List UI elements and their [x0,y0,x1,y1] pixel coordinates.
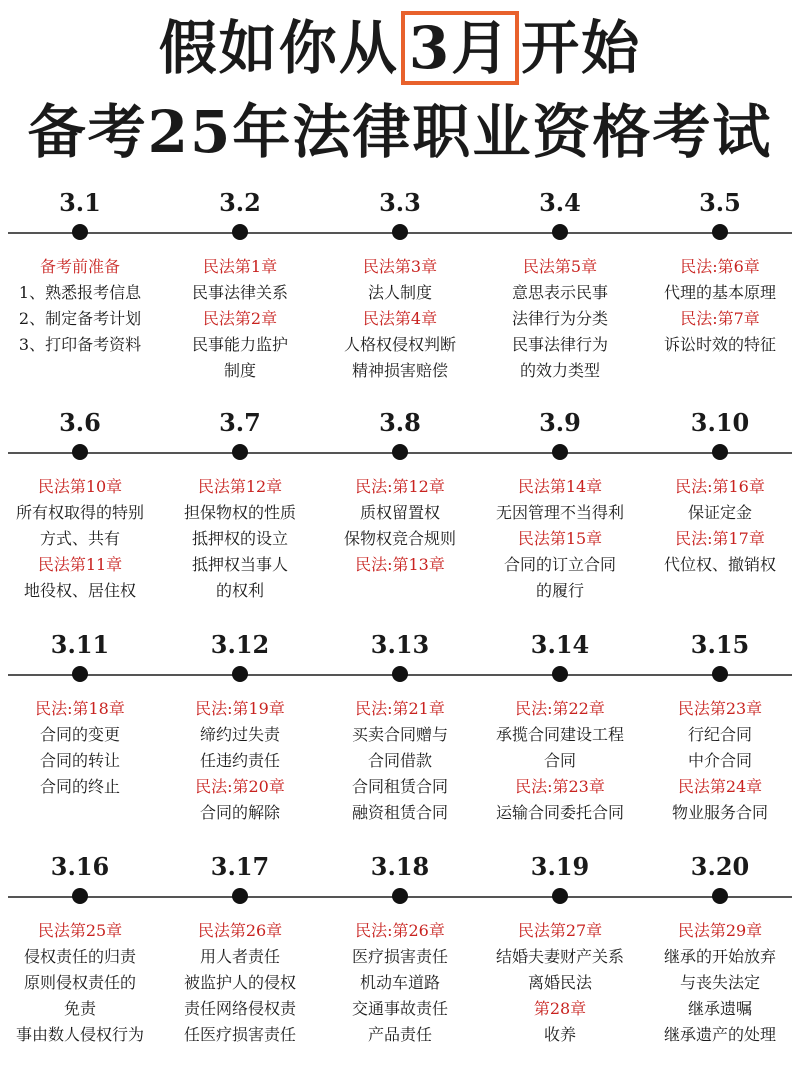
topic-text: 1、熟悉报考信息 [18,283,142,302]
topic-text: 担保物权的性质 [183,503,296,522]
day-topics [0,696,160,800]
chapter-heading: 民法第29章 [677,921,763,940]
topic-text: 中介合同 [687,751,752,770]
topic-text: 的权利 [215,581,264,600]
topic-text: 人格权侵权判断 [343,335,456,354]
topic-text: 承揽合同建设工程 [495,725,624,744]
topic-text: 产品责任 [367,1025,432,1044]
timeline-dot [552,666,568,682]
topic-text: 所有权取得的特别 [15,503,144,522]
day-topics [160,696,320,826]
timeline-dot [392,888,408,904]
topic-text: 抵押权当事人 [191,555,288,574]
day-date: 3.18 [370,852,430,881]
chapter-heading: 备考前准备 [39,257,120,276]
chapter-heading: 民法:第6章 [680,257,760,276]
timeline-dot [72,444,88,460]
topic-text: 2、制定备考计划 [18,309,142,328]
topic-text: 缔约过失责 [199,725,280,744]
topic-text: 合同 [543,751,576,770]
topic-text: 被监护人的侵权 [183,973,296,992]
day-date: 3.7 [219,408,261,437]
chapter-heading: 民法第26章 [197,921,283,940]
topic-text: 侵权责任的归责 [23,947,136,966]
day-date: 3.20 [690,852,750,881]
chapter-heading: 民法第15章 [517,529,603,548]
day-topics [320,696,480,826]
topic-text: 合同的变更 [39,725,120,744]
topic-text: 的效力类型 [519,361,600,380]
topic-text: 代理的基本原理 [663,283,776,302]
chapter-heading: 民法:第12章 [355,477,445,496]
topic-text: 与丧失法定 [679,973,760,992]
timeline-dot [232,224,248,240]
title-suffix: 开始 [521,14,642,82]
day-date: 3.3 [379,188,421,217]
day-date: 3.17 [210,852,270,881]
day-date: 3.14 [530,630,590,659]
day-date: 3.10 [690,408,750,437]
topic-text: 保物权竞合规则 [343,529,456,548]
timeline-dot [552,224,568,240]
timeline-dot [712,224,728,240]
topic-text: 意思表示民事 [511,283,608,302]
timeline-dot [232,666,248,682]
day-topics [480,254,640,384]
topic-text: 合同的解除 [199,803,280,822]
chapter-heading: 民法:第26章 [355,921,445,940]
day-date: 3.1 [59,188,101,217]
chapter-heading: 民法第3章 [362,257,438,276]
chapter-heading: 民法:第21章 [355,699,445,718]
chapter-heading: 民法第12章 [197,477,283,496]
timeline-dot [552,888,568,904]
chapter-heading: 民法:第19章 [195,699,285,718]
chapter-heading: 民法第11章 [37,555,123,574]
chapter-heading: 第28章 [533,999,587,1018]
timeline-dot [712,444,728,460]
timeline-dot [392,444,408,460]
day-topics [0,474,160,604]
chapter-heading: 民法第24章 [677,777,763,796]
timeline-row [0,188,800,398]
topic-text: 合同租赁合同 [351,777,448,796]
day-topics [640,474,800,578]
topic-text: 机动车道路 [359,973,440,992]
day-topics [320,918,480,1048]
chapter-heading: 民法第14章 [517,477,603,496]
page-title-line1 [0,10,800,86]
timeline-dot [72,666,88,682]
timeline-dot [552,444,568,460]
day-topics [160,254,320,384]
topic-text: 离婚民法 [527,973,592,992]
topic-text: 民事法律行为 [511,335,608,354]
chapter-heading: 民法第4章 [362,309,438,328]
topic-text: 物业服务合同 [671,803,768,822]
title-prefix: 假如你从 [158,14,399,82]
topic-text: 行纪合同 [687,725,752,744]
day-date: 3.5 [699,188,741,217]
topic-text: 无因管理不当得利 [495,503,624,522]
day-date: 3.16 [50,852,110,881]
topic-text: 运输合同委托合同 [495,803,624,822]
chapter-heading: 民法:第13章 [355,555,445,574]
topic-text: 保证定金 [687,503,752,522]
chapter-heading: 民法第27章 [517,921,603,940]
topic-text: 精神损害赔偿 [351,361,448,380]
topic-text: 合同的终止 [39,777,120,796]
topic-text: 法律行为分类 [511,309,608,328]
day-date: 3.8 [379,408,421,437]
chapter-heading: 民法第10章 [37,477,123,496]
chapter-heading: 民法第23章 [677,699,763,718]
title-highlight-month: 3月 [401,11,519,85]
page-title-line2: 备考25年法律职业资格考试 [27,98,773,166]
day-topics [160,918,320,1048]
day-topics [160,474,320,604]
day-topics [480,918,640,1048]
topic-text: 质权留置权 [359,503,440,522]
topic-text: 地役权、居住权 [23,581,136,600]
topic-text: 的履行 [535,581,584,600]
timeline-row [0,630,800,840]
timeline-dot [72,224,88,240]
chapter-heading: 民法:第7章 [680,309,760,328]
topic-text: 诉讼时效的特征 [663,335,776,354]
topic-text: 事由数人侵权行为 [15,1025,144,1044]
day-date: 3.2 [219,188,261,217]
topic-text: 用人者责任 [199,947,280,966]
day-topics [320,474,480,578]
topic-text: 买卖合同赠与 [351,725,448,744]
day-topics [640,696,800,826]
day-topics [0,918,160,1048]
chapter-heading: 民法第1章 [202,257,278,276]
topic-text: 结婚夫妻财产关系 [495,947,624,966]
topic-text: 原则侵权责任的 [23,973,136,992]
day-date: 3.12 [210,630,270,659]
chapter-heading: 民法:第20章 [195,777,285,796]
day-date: 3.6 [59,408,101,437]
timeline-dot [392,224,408,240]
day-date: 3.9 [539,408,581,437]
timeline-dot [712,666,728,682]
topic-text: 合同的订立合同 [503,555,616,574]
day-topics [640,254,800,358]
timeline-row [0,408,800,618]
topic-text: 继承的开始放弃 [663,947,776,966]
topic-text: 代位权、撤销权 [663,555,776,574]
day-date: 3.11 [50,630,110,659]
topic-text: 民事法律关系 [191,283,288,302]
chapter-heading: 民法:第22章 [515,699,605,718]
topic-text: 制度 [223,361,256,380]
day-topics [480,474,640,604]
topic-text: 继承遗产的处理 [663,1025,776,1044]
chapter-heading: 民法:第17章 [675,529,765,548]
timeline-dot [392,666,408,682]
timeline-dot [232,444,248,460]
day-date: 3.19 [530,852,590,881]
day-date: 3.4 [539,188,581,217]
day-date: 3.15 [690,630,750,659]
chapter-heading: 民法第5章 [522,257,598,276]
timeline-row [0,852,800,1062]
topic-text: 收养 [543,1025,576,1044]
chapter-heading: 民法第25章 [37,921,123,940]
topic-text: 3、打印备考资料 [18,335,142,354]
topic-text: 医疗损害责任 [351,947,448,966]
topic-text: 责任网络侵权责 [183,999,296,1018]
timeline-dot [232,888,248,904]
timeline-dot [72,888,88,904]
day-topics [320,254,480,384]
topic-text: 融资租赁合同 [351,803,448,822]
topic-text: 方式、共有 [39,529,120,548]
day-topics [0,254,160,358]
topic-text: 免责 [63,999,96,1018]
timeline-dot [712,888,728,904]
topic-text: 任医疗损害责任 [183,1025,296,1044]
chapter-heading: 民法:第16章 [675,477,765,496]
topic-text: 合同的转让 [39,751,120,770]
chapter-heading: 民法:第18章 [35,699,125,718]
topic-text: 法人制度 [367,283,432,302]
chapter-heading: 民法第2章 [202,309,278,328]
day-date: 3.13 [370,630,430,659]
chapter-heading: 民法:第23章 [515,777,605,796]
topic-text: 民事能力监护 [191,335,288,354]
topic-text: 交通事故责任 [351,999,448,1018]
topic-text: 抵押权的设立 [191,529,288,548]
day-topics [640,918,800,1048]
topic-text: 任违约责任 [199,751,280,770]
day-topics [480,696,640,826]
topic-text: 继承遗嘱 [687,999,752,1018]
topic-text: 合同借款 [367,751,432,770]
